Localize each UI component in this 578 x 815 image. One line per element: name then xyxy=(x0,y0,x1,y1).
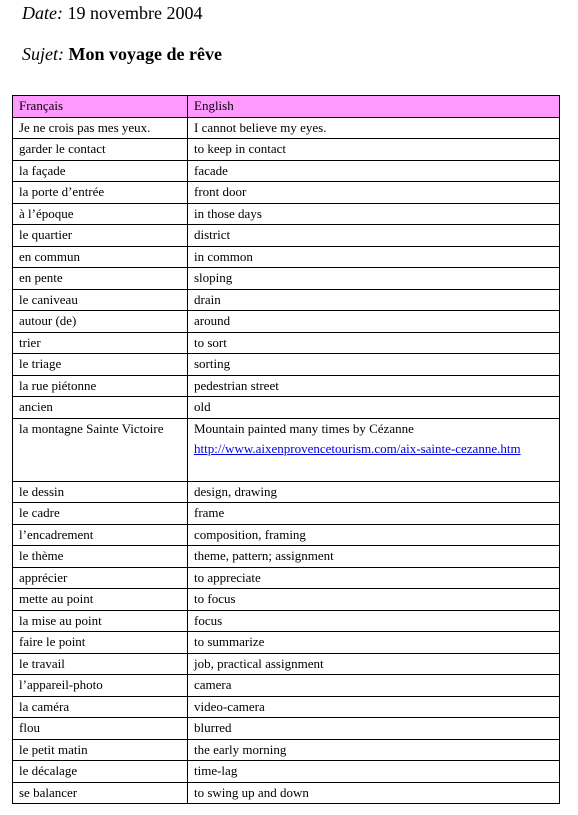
english-term-text: to sort xyxy=(194,334,227,350)
table-row xyxy=(13,160,560,182)
table-row xyxy=(13,675,560,697)
english-term xyxy=(188,332,560,354)
table-row xyxy=(13,397,560,419)
english-term xyxy=(188,481,560,503)
table-row xyxy=(13,268,560,290)
table-row xyxy=(13,739,560,761)
table-row xyxy=(13,418,560,481)
english-term xyxy=(188,653,560,675)
english-term xyxy=(188,739,560,761)
english-term xyxy=(188,610,560,632)
english-term xyxy=(188,203,560,225)
english-term-text: camera xyxy=(194,677,232,692)
english-term xyxy=(188,246,560,268)
english-term xyxy=(188,117,560,139)
french-term: flou xyxy=(13,718,188,740)
english-term xyxy=(188,160,560,182)
french-term: le petit matin xyxy=(13,739,188,761)
column-header-french: Français xyxy=(13,96,188,118)
table-row xyxy=(13,117,560,139)
table-row xyxy=(13,718,560,740)
english-term xyxy=(188,289,560,311)
english-term xyxy=(188,418,560,481)
french-term: la caméra xyxy=(13,696,188,718)
french-term: faire le point xyxy=(13,632,188,654)
table-row xyxy=(13,311,560,333)
table-row xyxy=(13,546,560,568)
english-term xyxy=(188,354,560,376)
vocabulary-table xyxy=(12,95,560,804)
english-term-text: drain xyxy=(194,291,221,307)
subject-line xyxy=(22,44,222,65)
english-term-text: blurred xyxy=(194,720,232,735)
english-term xyxy=(188,675,560,697)
table-row xyxy=(13,354,560,376)
english-term-text: focus xyxy=(194,612,223,628)
french-term: autour (de) xyxy=(13,311,188,333)
table-row xyxy=(13,503,560,525)
french-term: le triage xyxy=(13,354,188,376)
english-term-text: Mountain painted many times by Cézanne xyxy=(194,420,414,436)
english-term-text: design, drawing xyxy=(194,483,278,499)
english-term xyxy=(188,589,560,611)
english-term xyxy=(188,311,560,333)
date-label: Date: xyxy=(22,3,63,23)
table-row xyxy=(13,289,560,311)
french-term: apprécier xyxy=(13,567,188,589)
english-term xyxy=(188,375,560,397)
french-term: la façade xyxy=(13,160,188,182)
french-term: en commun xyxy=(13,246,188,268)
french-term: trier xyxy=(13,332,188,354)
english-term-text: to swing up and down xyxy=(194,784,309,800)
table-row xyxy=(13,632,560,654)
english-term-text: in those days xyxy=(194,205,262,221)
french-term: l’appareil-photo xyxy=(13,675,188,697)
french-term: ancien xyxy=(13,397,188,419)
vocabulary-table-body xyxy=(13,117,560,804)
english-term-text: in common xyxy=(194,248,253,264)
date-line xyxy=(22,3,202,24)
english-term-text: to keep in contact xyxy=(194,141,287,156)
french-term: Je ne crois pas mes yeux. xyxy=(13,117,188,139)
table-header-row xyxy=(13,96,560,118)
french-term: le cadre xyxy=(13,503,188,525)
table-row xyxy=(13,524,560,546)
english-term-text: around xyxy=(194,313,231,328)
reference-link[interactable]: http://www.aixenprovencetourism.com/aix-sainte-cezanne.htm xyxy=(194,440,521,456)
english-term-text: video-camera xyxy=(194,698,265,714)
subject-label: Sujet: xyxy=(22,44,64,64)
french-term: à l’époque xyxy=(13,203,188,225)
french-term: la mise au point xyxy=(13,610,188,632)
english-term-text: time-lag xyxy=(194,763,238,778)
subject-value: Mon voyage de rêve xyxy=(68,44,222,64)
english-term-text: old xyxy=(194,399,211,414)
table-row xyxy=(13,567,560,589)
english-term xyxy=(188,696,560,718)
english-term-text: sloping xyxy=(194,270,233,285)
table-row xyxy=(13,246,560,268)
english-term xyxy=(188,139,560,161)
table-row xyxy=(13,761,560,783)
english-term-text: to appreciate xyxy=(194,569,261,585)
french-term: la rue piétonne xyxy=(13,375,188,397)
english-term-text: composition, framing xyxy=(194,526,306,542)
date-value: 19 novembre 2004 xyxy=(67,3,203,23)
english-term-text: to summarize xyxy=(194,634,265,649)
english-term xyxy=(188,761,560,783)
table-row xyxy=(13,225,560,247)
english-term-text: the early morning xyxy=(194,741,287,757)
french-term: l’encadrement xyxy=(13,524,188,546)
english-term xyxy=(188,632,560,654)
table-row xyxy=(13,182,560,204)
french-term: le décalage xyxy=(13,761,188,783)
french-term: la porte d’entrée xyxy=(13,182,188,204)
column-header-english: English xyxy=(188,96,560,118)
english-term xyxy=(188,503,560,525)
table-row xyxy=(13,696,560,718)
french-term: garder le contact xyxy=(13,139,188,161)
english-term-text: sorting xyxy=(194,356,231,371)
french-term: le travail xyxy=(13,653,188,675)
table-row xyxy=(13,481,560,503)
french-term: le caniveau xyxy=(13,289,188,311)
table-row xyxy=(13,653,560,675)
english-term xyxy=(188,524,560,546)
table-row xyxy=(13,589,560,611)
english-term xyxy=(188,182,560,204)
english-term-text: frame xyxy=(194,505,225,520)
table-row xyxy=(13,332,560,354)
english-term xyxy=(188,782,560,804)
table-row xyxy=(13,375,560,397)
english-term xyxy=(188,397,560,419)
english-term-text: pedestrian street xyxy=(194,377,279,393)
english-term-text: job, practical assignment xyxy=(194,655,324,671)
english-term-text: front door xyxy=(194,184,247,199)
french-term: le dessin xyxy=(13,481,188,503)
french-term: se balancer xyxy=(13,782,188,804)
english-term-text: to focus xyxy=(194,591,236,606)
english-term-text: facade xyxy=(194,162,228,178)
table-row xyxy=(13,782,560,804)
english-term xyxy=(188,546,560,568)
french-term: la montagne Sainte Victoire xyxy=(13,418,188,481)
english-term xyxy=(188,268,560,290)
table-row xyxy=(13,610,560,632)
english-term-text: district xyxy=(194,227,231,242)
table-row xyxy=(13,203,560,225)
english-term-text: theme, pattern; assignment xyxy=(194,548,334,563)
table-row xyxy=(13,139,560,161)
french-term: le thème xyxy=(13,546,188,568)
french-term: le quartier xyxy=(13,225,188,247)
french-term: mette au point xyxy=(13,589,188,611)
english-term xyxy=(188,225,560,247)
french-term: en pente xyxy=(13,268,188,290)
english-term xyxy=(188,567,560,589)
english-term-text: I cannot believe my eyes. xyxy=(194,119,327,135)
english-term xyxy=(188,718,560,740)
